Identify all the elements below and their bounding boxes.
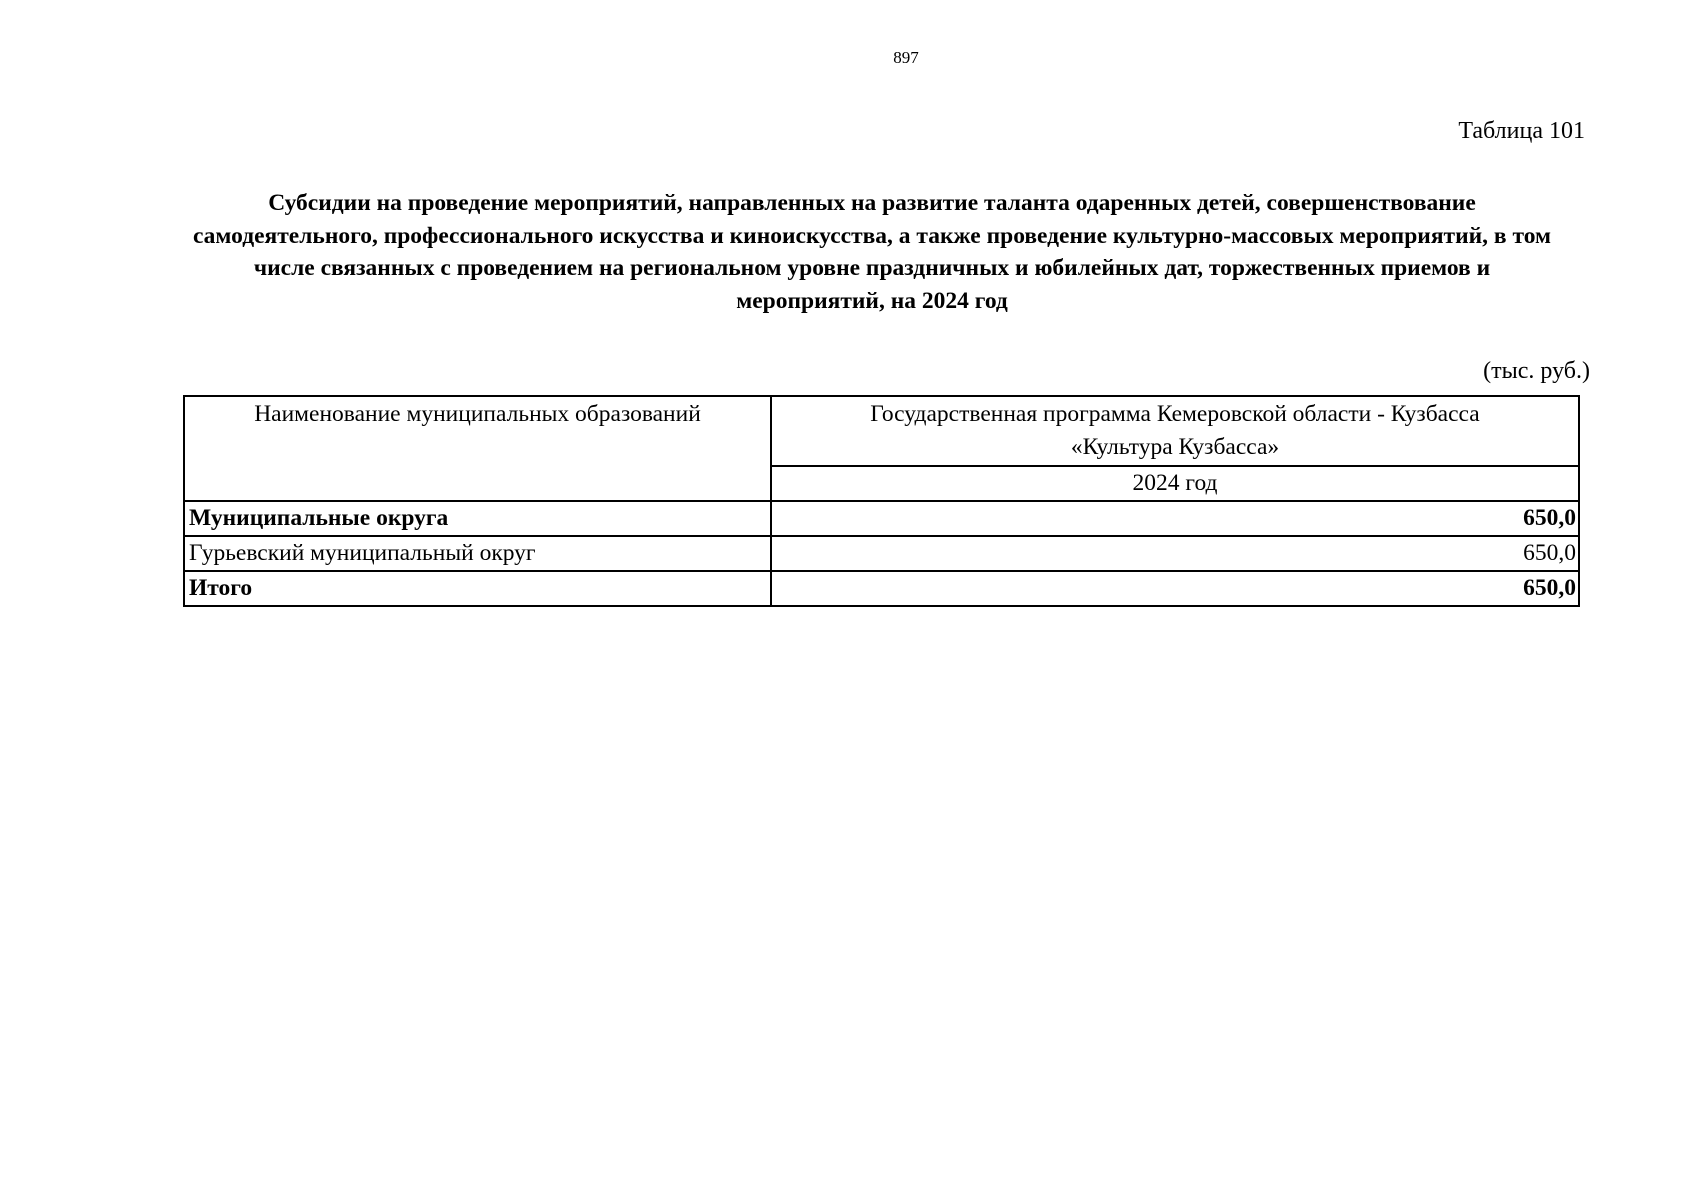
units-label: (тыс. руб.) (1483, 358, 1590, 384)
header-program-line1: Государственная программа Кемеровской области - Кузбасса (870, 401, 1480, 427)
page-number: 897 (893, 48, 919, 67)
table-label: Таблица 101 (1458, 118, 1585, 144)
table-header-row (184, 396, 1579, 466)
row-value: 650,0 (771, 571, 1579, 606)
row-name: Гурьевский муниципальный округ (184, 536, 771, 571)
row-name: Итого (184, 571, 771, 606)
subsidy-table (183, 395, 1580, 607)
table-row (184, 501, 1579, 536)
row-value: 650,0 (771, 536, 1579, 571)
header-municipality-name: Наименование муниципальных образований (184, 396, 771, 501)
document-title: Субсидии на проведение мероприятий, направленных на развитие таланта одаренных детей, совершенствование самодеятельного, профессионального искусства и киноискусства, а также проведение культурно-массовых мероприятий, в том числе связанных с проведением на региональном уровне праздничных и юбилейных дат, торжественных приемов и мероприятий, на 2024 год (192, 190, 1552, 314)
row-value: 650,0 (771, 501, 1579, 536)
header-program-line2: «Культура Кузбасса» (1070, 434, 1280, 460)
header-year: 2024 год (771, 466, 1579, 501)
table-row (184, 571, 1579, 606)
table-row (184, 536, 1579, 571)
row-name: Муниципальные округа (184, 501, 771, 536)
header-state-program (771, 396, 1579, 466)
